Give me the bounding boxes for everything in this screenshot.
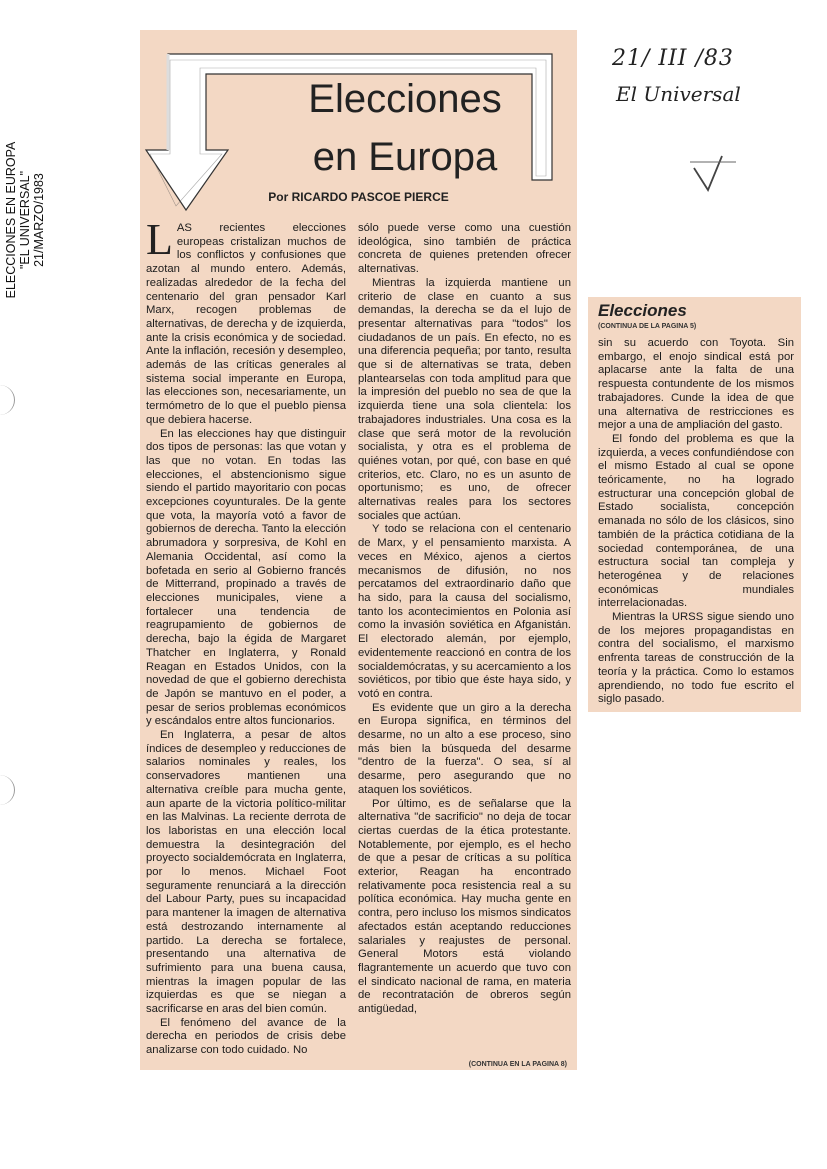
headline-line-1: Elecciones bbox=[308, 77, 502, 121]
side-label-line-1: ELECCIONES EN EUROPA bbox=[4, 141, 18, 299]
archive-side-label bbox=[4, 120, 64, 320]
article-paragraph: sólo puede verse como una cuestión ideológica, sino también de práctica concreta de quienes pretenden ofrecer alternativas. bbox=[358, 222, 571, 276]
punch-hole-bottom bbox=[0, 775, 15, 805]
continuation-clipping bbox=[588, 297, 801, 712]
continuation-title: Elecciones bbox=[598, 301, 687, 320]
article-paragraph: Y todo se relaciona con el centenario de Marx, y el pensamiento marxista. A veces en México, ajenos a ciertos mecanismos de difusión, no nos percatamos del extraordinario daño que ha sido, para la causa del socialismo, tanto los acontecimientos en Polonia así como la invasión soviética en Afganistán. El electorado alemán, por ejemplo, evidentemente reaccionó en contra de los socialdemócratas, y su acercamiento a los soviéticos, por tibio que éste haya sido, y votó en contra. bbox=[358, 523, 571, 700]
handwritten-date: 21/ III /83 bbox=[612, 46, 734, 71]
headline-line-2: en Europa bbox=[312, 135, 498, 179]
article-column-right bbox=[358, 222, 571, 1017]
continuation-paragraph: sin su acuerdo con Toyota. Sin embargo, el enojo sindical está por aplacarse ante la falta de una respuesta contundente de los mismos trabajadores. Cunde la idea de que una alternativa de restricciones es mejor a una de ampliación del gasto. bbox=[598, 337, 794, 432]
paragraph-text: AS recientes elecciones europeas cristalizan muchos de los conflictos y confusiones que azotan al mundo entero. Además, realizadas alrededor de la fecha del centenario del gran pensador Karl Marx, recogen problemas de alternativas, de derecha y de izquierda, ante la crisis económica y de sociedad. Ante la inflación, recesión y desempleo, además de las críticas generales al sistema social imperante en Europa, las elecciones son, necesariamente, un termómetro de lo que el pueblo piensa que debiera hacerse. bbox=[146, 222, 346, 426]
article-headline bbox=[255, 70, 555, 186]
article-paragraph: Mientras la izquierda mantiene un criterio de clase en cuanto a sus demandas, la derecha se da el lujo de presentar alternativas para "todos" los ciudadanos de un país. En efecto, no es una diferencia pequeña; por tanto, resulta que si de alternativas se trata, deben plantearselas con toda amplitud para que la impresión del pueblo no sea de que la izquierda tiene una sola clientela: los trabajadores industriales. Una cosa es la clase que será motor de la revolución socialista, y otra es el problema de quiénes votan, por qué, con base en qué criterios, etc. Claro, no es un asunto de oportunismo; es uno, de ofrecer alternativas reales para los sectores sociales que actúan. bbox=[358, 276, 571, 522]
continuation-paragraph: Mientras la URSS sigue siendo uno de los mejores propagandistas en contra del socialismo, el marxismo enfrenta tareas de construcción de la teoría y la práctica. Como lo estamos aprendiendo, no todo fue escrito el siglo pasado. bbox=[598, 611, 794, 706]
handwritten-source: El Universal bbox=[616, 82, 741, 106]
article-column-left bbox=[146, 215, 346, 1058]
article-paragraph: Por último, es de señalarse que la alternativa "de sacrificio" no deja de tocar ciertas cuerdas de la ética protestante. Notablemente, por ejemplo, es el hecho de que a pesar de críticas a su política exterior, Reagan ha encontrado relativamente poca resistencia real a su política económica. Hay mucha gente en contra, pero incluso los mismos sindicatos afectados están aceptando reducciones salariales y reajustes de personal. General Motors está violando flagrantemente un acuerdo que tuvo con el sindicato nacional de rama, en materia de recontratación de obreros según antigüedad, bbox=[358, 797, 571, 1016]
article-paragraph: El fenómeno del avance de la derecha en periodos de crisis debe analizarse con todo cuidado. No bbox=[146, 1016, 346, 1057]
side-label-line-2: "EL UNIVERSAL" bbox=[18, 170, 32, 270]
article-paragraph: Es evidente que un giro a la derecha en Europa significa, en términos del desarme, no un alto a ese proceso, sino más bien la búsqueda del desarme "dentro de la fuerza". O sea, sí al desarme, pero asegurando que no ataquen los soviéticos. bbox=[358, 701, 571, 796]
check-mark-icon bbox=[690, 150, 740, 195]
punch-hole-top bbox=[0, 385, 15, 415]
continuation-body bbox=[598, 337, 794, 707]
article-paragraph: En las elecciones hay que distinguir dos tipos de personas: las que votan y las que no votan. En todas las elecciones, el abstencionismo sigue siendo el partido mayoritario con pocas excepciones coyunturales. De la gente que vota, la mayoría votó a favor de gobiernos de derecha. Tanto la elección abrumadora y sorpresiva, de Kohl en Alemania Occidental, así como la bofetada en serio al Gobierno francés de Mitterrand, propinado a través de elecciones municipales, viene a fortalecer una tendencia de reagrupamiento de gobiernos de derecha, bajo la égida de Margaret Thatcher en Inglaterra, y Ronald Reagan en Estados Unidos, con la novedad de que el gobierno derechista de Japón se mantuvo en el poder, a pesar de serios problemas económicos y escándalos entre altos funcionarios. bbox=[146, 427, 346, 728]
drop-cap: L bbox=[146, 215, 173, 264]
continuation-paragraph: El fondo del problema es que la izquierda, a veces confundiéndose con el mismo Estado al cual se opone teóricamente, no ha logrado estructurar una concepción global de Estado socialista, concepción emanada no sólo de los clásicos, sino también de la práctica cotidiana de la sociedad contemporánea, de una estructura social tan compleja y heterogénea y de relaciones económicas mundiales interrelacionadas. bbox=[598, 432, 794, 610]
side-label-line-3: 21/MARZO/1983 bbox=[32, 173, 46, 267]
main-article-clipping bbox=[140, 30, 577, 1070]
article-paragraph: En Inglaterra, a pesar de altos índices de desempleo y reducciones de salarios nominales y reales, los conservadores mantienen una alternativa creíble para mucha gente, aun aparte de la victoria político-militar en las Malvinas. La reciente derrota de los laboristas en una elección local demuestra la desintegración del proyecto socialdemócrata en Inglaterra, por lo menos. Michael Foot seguramente renunciará a la dirección del Labour Party, pues su incapacidad para mantener la imagen de alternativa está destrozando internamente al partido. La derecha se fortalece, presentando una alternativa de sufrimiento para una buena causa, mientras la imagen popular de las izquierdas es que se niegan a sacrificarse en aras del bien común. bbox=[146, 729, 346, 1016]
continuation-subtitle: (CONTINUA DE LA PAGINA 5) bbox=[598, 323, 697, 330]
continued-note: (CONTINUA EN LA PAGINA 8) bbox=[468, 1061, 567, 1068]
article-paragraph bbox=[146, 215, 346, 428]
article-byline: Por RICARDO PASCOE PIERCE bbox=[268, 190, 449, 204]
